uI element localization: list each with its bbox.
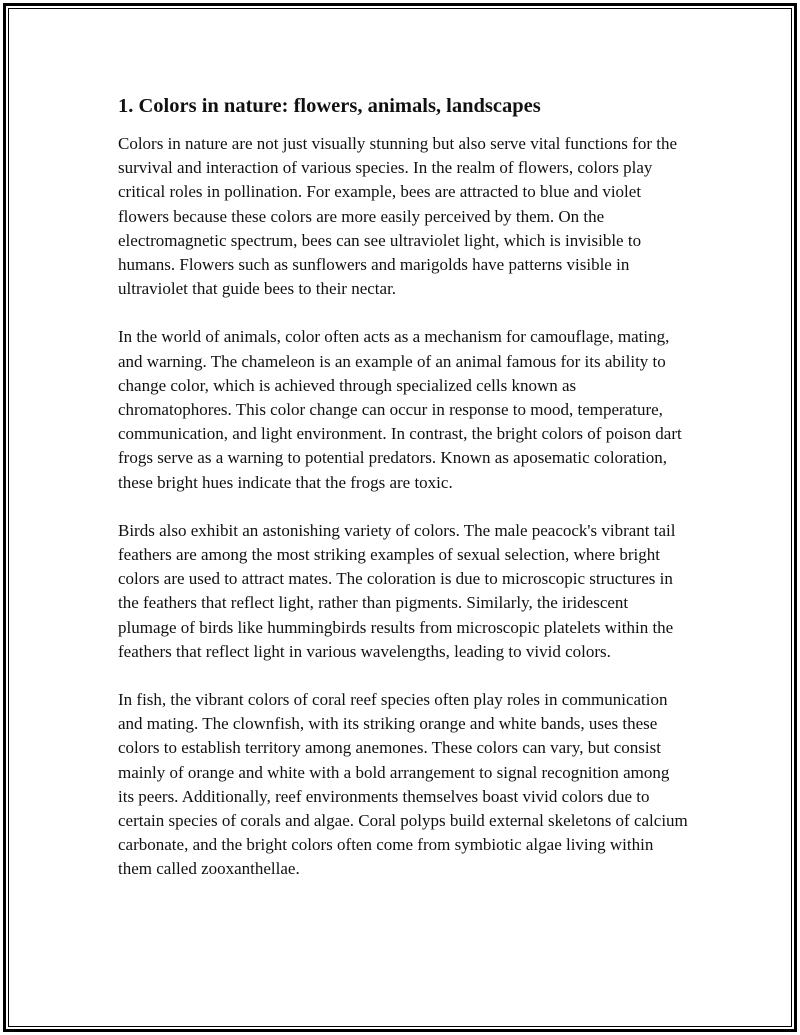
- section-heading: 1. Colors in nature: flowers, animals, landscapes: [118, 95, 541, 117]
- paragraph-animals: In the world of animals, color often acts as a mechanism for camouflage, mating, and warning. The chameleon is an example of an animal famous for its ability to change color, which is achieved through specialized cells known as chromatophores. This color change can occur in response to mood, temperature, communication, and light environment. In contrast, the bright colors of poison dart frogs serve as a warning to potential predators. Known as aposematic coloration, these bright hues indicate that the frogs are toxic.: [118, 327, 682, 492]
- paragraph-flowers: Colors in nature are not just visually stunning but also serve vital functions for the survival and interaction of various species. In the realm of flowers, colors play critical roles in pollination. For example, bees are attracted to blue and violet flowers because these colors are more easily perceived by them. On the electromagnetic spectrum, bees can see ultraviolet light, which is invisible to humans. Flowers such as sunflowers and marigolds have patterns visible in ultraviolet that guide bees to their nectar.: [118, 134, 678, 299]
- paragraph-fish: In fish, the vibrant colors of coral reef species often play roles in communication and mating. The clownfish, with its striking orange and white bands, uses these colors to establish territory among anemones. These colors can vary, but consist mainly of orange and white with a bold arrangement to signal recognition among its peers. Additionally, reef environments themselves boast vivid colors due to certain species of corals and algae. Coral polyps build external skeletons of calcium carbonate, and the bright colors often come from symbiotic algae living within them called zooxanthellae.: [118, 690, 688, 879]
- paragraph-birds: Birds also exhibit an astonishing variety of colors. The male peacock's vibrant tail feathers are among the most striking examples of sexual selection, where bright colors are used to attract mates. The coloration is due to microscopic structures in the feathers that reflect light, rather than pigments. Similarly, the iridescent plumage of birds like hummingbirds results from microscopic platelets within the feathers that reflect light in various wavelengths, leading to vivid colors.: [118, 520, 676, 661]
- document-body: [118, 92, 688, 906]
